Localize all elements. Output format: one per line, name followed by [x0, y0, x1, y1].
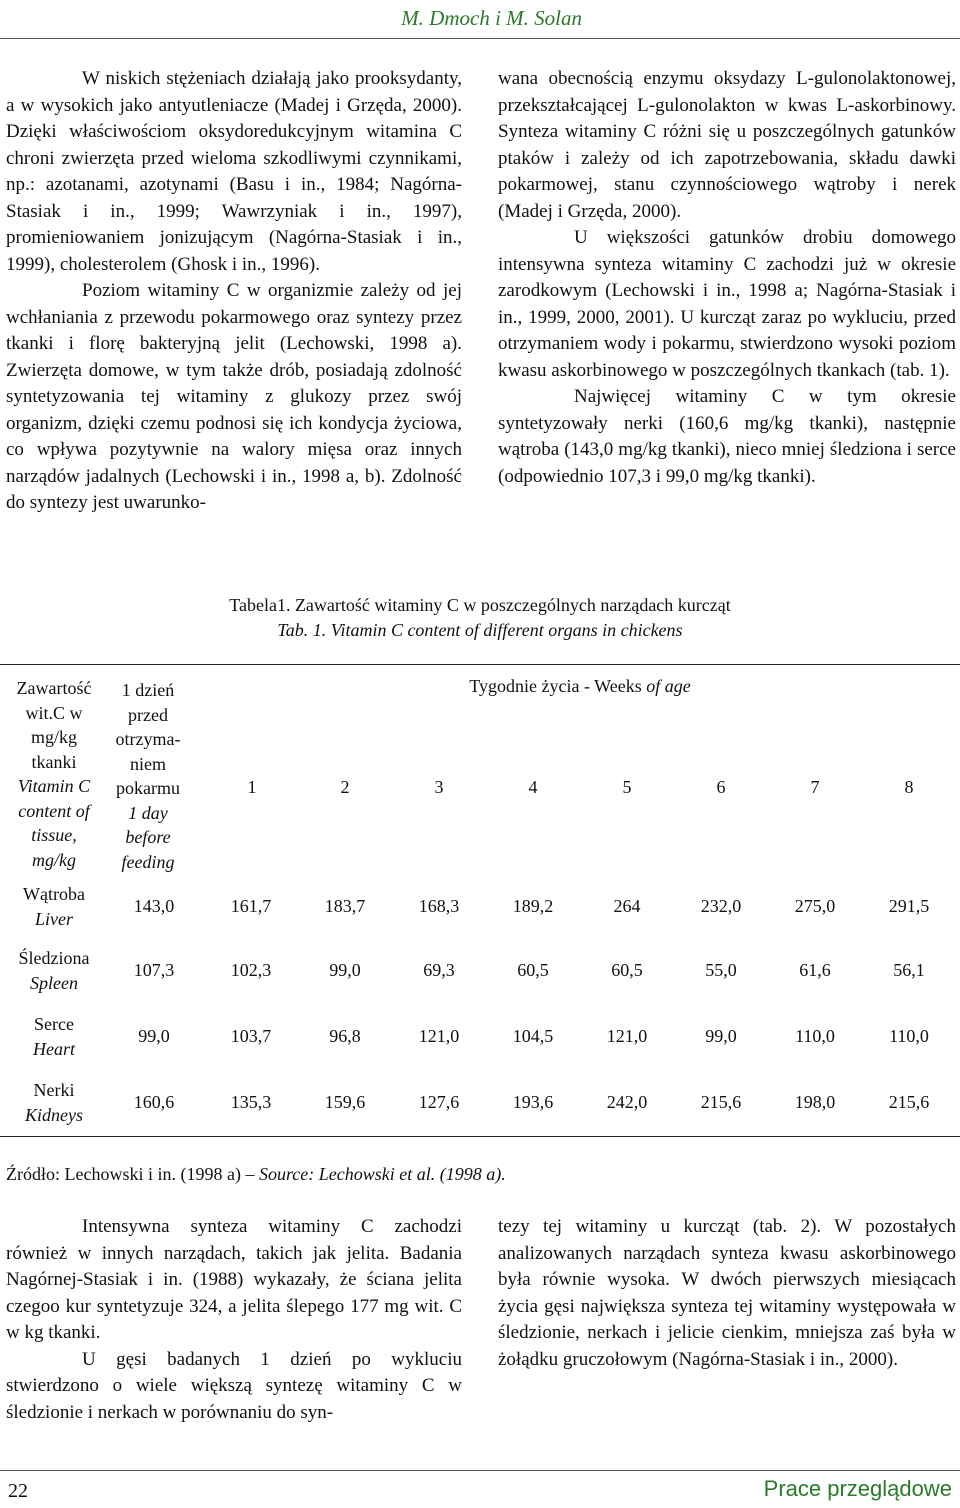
table-cell: 161,7: [230, 896, 272, 916]
table-cell: 96,8: [329, 1026, 361, 1046]
page-number: 22: [8, 1480, 28, 1502]
section-title: Prace przeglądowe: [763, 1476, 952, 1501]
header-rule: [0, 38, 960, 39]
table-cell: 55,0: [705, 960, 737, 980]
organ-name-pl: Serce: [34, 1014, 74, 1034]
day-header-pl: przed: [128, 704, 168, 725]
paragraph: wana obecnością enzymu oksydazy L-gulonolaktonowej, przekształcającej L-gulonolakton w kwas L-askorbinowy. Synteza witaminy C różni się u poszczególnych gatunków ptaków i zależy od ich zapotrzebowania, składu dawki pokarmowej, stanu czynnościowego wątroby i nerek (Madej i Grzęda, 2000).: [498, 68, 956, 222]
table-cell: 193,6: [512, 1092, 554, 1112]
day-header-pl: otrzyma-: [115, 729, 181, 749]
paragraph: tezy tej witaminy u kurcząt (tab. 2). W pozostałych analizowanych narządach synteza kwasu askorbinowego była równie wysoka. W dwóch pierwszych miesiącach życia gęsi największa synteza tej witaminy występowała w śledzionie, nerkach i jelicie cienkim, mniejsza zaś była w żołądku gruczołowym (Nagórna-Stasiak i in., 2000).: [498, 1216, 956, 1370]
paragraph: Najwięcej witaminy C w tym okresie syntetyzowały nerki (160,6 mg/kg tkanki), następnie wątroba (143,0 mg/kg tkanki), nieco mniej śledziona i serce (odpowiednio 107,3 i 99,0 mg/kg tkanki).: [498, 386, 956, 487]
table-cell: 99,0: [329, 960, 361, 980]
weeks-header-en: of age: [646, 676, 691, 696]
table-cell: 102,3: [230, 960, 272, 980]
text-column-1: [6, 66, 462, 517]
row-header-title: [0, 676, 108, 872]
day-header-en: feeding: [121, 851, 175, 872]
table-cell: 159,6: [324, 1092, 366, 1112]
organ-name-pl: Śledziona: [18, 948, 90, 968]
table-cell: 99,0: [705, 1026, 737, 1046]
table-cell: 160,6: [133, 1092, 175, 1112]
day-header-en: 1 day: [128, 802, 168, 823]
table-cell: 56,1: [893, 960, 925, 980]
row-header-en: tissue,: [31, 825, 77, 845]
text-column-3: [6, 1214, 462, 1426]
table-cell: 232,0: [700, 896, 742, 916]
week-number: 5: [622, 777, 632, 797]
organ-name-en: Kidneys: [25, 1104, 83, 1125]
week-number: 7: [810, 777, 820, 797]
paragraph: U gęsi badanych 1 dzień po wykluciu stwierdzono o wiele większą syntezę witaminy C w śledzionie i nerkach w porównaniu do syn-: [6, 1348, 462, 1423]
organ-name-en: Heart: [33, 1038, 75, 1059]
table-cell: 183,7: [324, 896, 366, 916]
table-top-rule: [0, 664, 960, 665]
table-caption-pl: Tabela1. Zawartość witaminy C w poszczególnych narządach kurcząt: [229, 595, 731, 615]
table-cell: 99,0: [138, 1026, 170, 1046]
table-cell: 198,0: [794, 1092, 836, 1112]
table-cell: 104,5: [512, 1026, 554, 1046]
table-cell: 275,0: [794, 896, 836, 916]
source-pl: Źródło: Lechowski i in. (1998 a) –: [6, 1164, 255, 1184]
table-cell: 60,5: [517, 960, 549, 980]
weeks-header: [380, 676, 780, 697]
table-cell: 143,0: [133, 896, 175, 916]
row-header-en: content of: [18, 800, 90, 821]
day-header-pl: niem: [130, 753, 166, 774]
table-bottom-rule: [0, 1136, 960, 1137]
table-cell: 135,3: [230, 1092, 272, 1112]
table-cell: 110,0: [795, 1026, 835, 1046]
text-column-2: [498, 66, 956, 490]
table-cell: 103,7: [230, 1026, 272, 1046]
week-number: 6: [716, 777, 726, 797]
week-number: 3: [434, 777, 444, 797]
weeks-header-pl: Tygodnie życia - Weeks: [469, 676, 642, 696]
week-number: 8: [904, 777, 914, 797]
table-cell: 291,5: [888, 896, 930, 916]
footer-rule: [0, 1470, 960, 1471]
paragraph: Poziom witaminy C w organizmie zależy od jej wchłaniania z przewodu pokarmowego oraz syntezy przez tkanki i florę bakteryjną jelit (Lechowski, 1998 a). Zwierzęta domowe, w tym także drób, posiadają zdolność syntetyzowania tej witaminy z glukozy przez swój organizm, dzięki czemu podnosi się ich kondycja życiowa, co wpływa pozytywnie na walory mięsa oraz innych narządów jadalnych (Lechowski i in., 1998 a, b). Zdolność do syntezy jest uwarunko-: [6, 280, 462, 513]
running-header: M. Dmoch i M. Solan: [401, 6, 582, 30]
text-column-4: [498, 1214, 956, 1373]
organ-label: [0, 946, 108, 995]
organ-label: [0, 1078, 108, 1127]
row-header-en: mg/kg: [32, 849, 76, 870]
table-cell: 264: [613, 896, 641, 916]
organ-label: [0, 1012, 108, 1061]
paragraph: U większości gatunków drobiu domowego intensywna synteza witaminy C zachodzi już w okresie zarodkowym (Lechowski i in., 1998 a; Nagórna-Stasiak i in., 1999, 2000, 2001). U kurcząt zaraz po wykluciu, przed otrzymaniem wody i pokarmu, stwierdzono wysoki poziom kwasu askorbinowego w poszczególnych tkankach (tab. 1).: [498, 227, 956, 381]
table-cell: 110,0: [889, 1026, 929, 1046]
table-cell: 61,6: [799, 960, 831, 980]
table-source: [6, 1164, 506, 1185]
table-cell: 168,3: [418, 896, 460, 916]
row-header-pl: mg/kg: [30, 727, 77, 747]
row-header-pl: Zawartość: [16, 678, 92, 698]
table-cell: 189,2: [512, 896, 554, 916]
day-column-header: [108, 678, 188, 874]
table-cell: 242,0: [606, 1092, 648, 1112]
table-cell: 69,3: [423, 960, 455, 980]
table-cell: 127,6: [418, 1092, 460, 1112]
table-caption-en: Tab. 1. Vitamin C content of different organs in chickens: [277, 620, 683, 640]
day-header-pl: 1 dzień: [121, 680, 175, 700]
table-cell: 121,0: [606, 1026, 648, 1046]
week-number: 1: [247, 777, 257, 797]
table-cell: 107,3: [133, 960, 175, 980]
week-number: 4: [528, 777, 538, 797]
paragraph: Intensywna synteza witaminy C zachodzi również w innych narządach, takich jak jelita. Badania Nagórnej-Stasiak i in. (1988) wykazały, że ściana jelita czegoo kur syntetyzuje 324, a jelita ślepego 177 mg wit. C w kg tkanki.: [6, 1216, 462, 1343]
organ-name-en: Spleen: [30, 972, 78, 993]
table-cell: 215,6: [888, 1092, 930, 1112]
day-header-pl: pokarmu: [116, 778, 180, 798]
row-header-pl: wit.C w: [25, 702, 83, 723]
row-header-en: Vitamin C: [17, 776, 91, 796]
table-cell: 121,0: [418, 1026, 460, 1046]
organ-name-pl: Nerki: [33, 1080, 75, 1100]
organ-name-en: Liver: [35, 908, 73, 929]
source-en: Source: Lechowski et al. (1998 a).: [258, 1164, 506, 1184]
organ-name-pl: Wątroba: [23, 884, 85, 904]
day-header-en: before: [125, 827, 171, 847]
table-cell: 60,5: [611, 960, 643, 980]
table-cell: 215,6: [700, 1092, 742, 1112]
week-number: 2: [340, 777, 350, 797]
row-header-pl: tkanki: [31, 751, 77, 772]
organ-label: [0, 882, 108, 931]
paragraph: W niskich stężeniach działają jako prooksydanty, a w wysokich jako antyutleniacze (Madej i Grzęda, 2000). Dzięki właściwościom oksydoredukcyjnym witamina C chroni zwierzęta przed wieloma szkodliwymi czynnikami, np.: azotanami, azotynami (Basu i in., 1984; Nagórna-Stasiak i in., 1999; Wawrzyniak i in., 1997), promieniowaniem jonizującym (Nagórna-Stasiak i in., 1999), cholesterolem (Ghosk i in., 1996).: [6, 68, 462, 275]
